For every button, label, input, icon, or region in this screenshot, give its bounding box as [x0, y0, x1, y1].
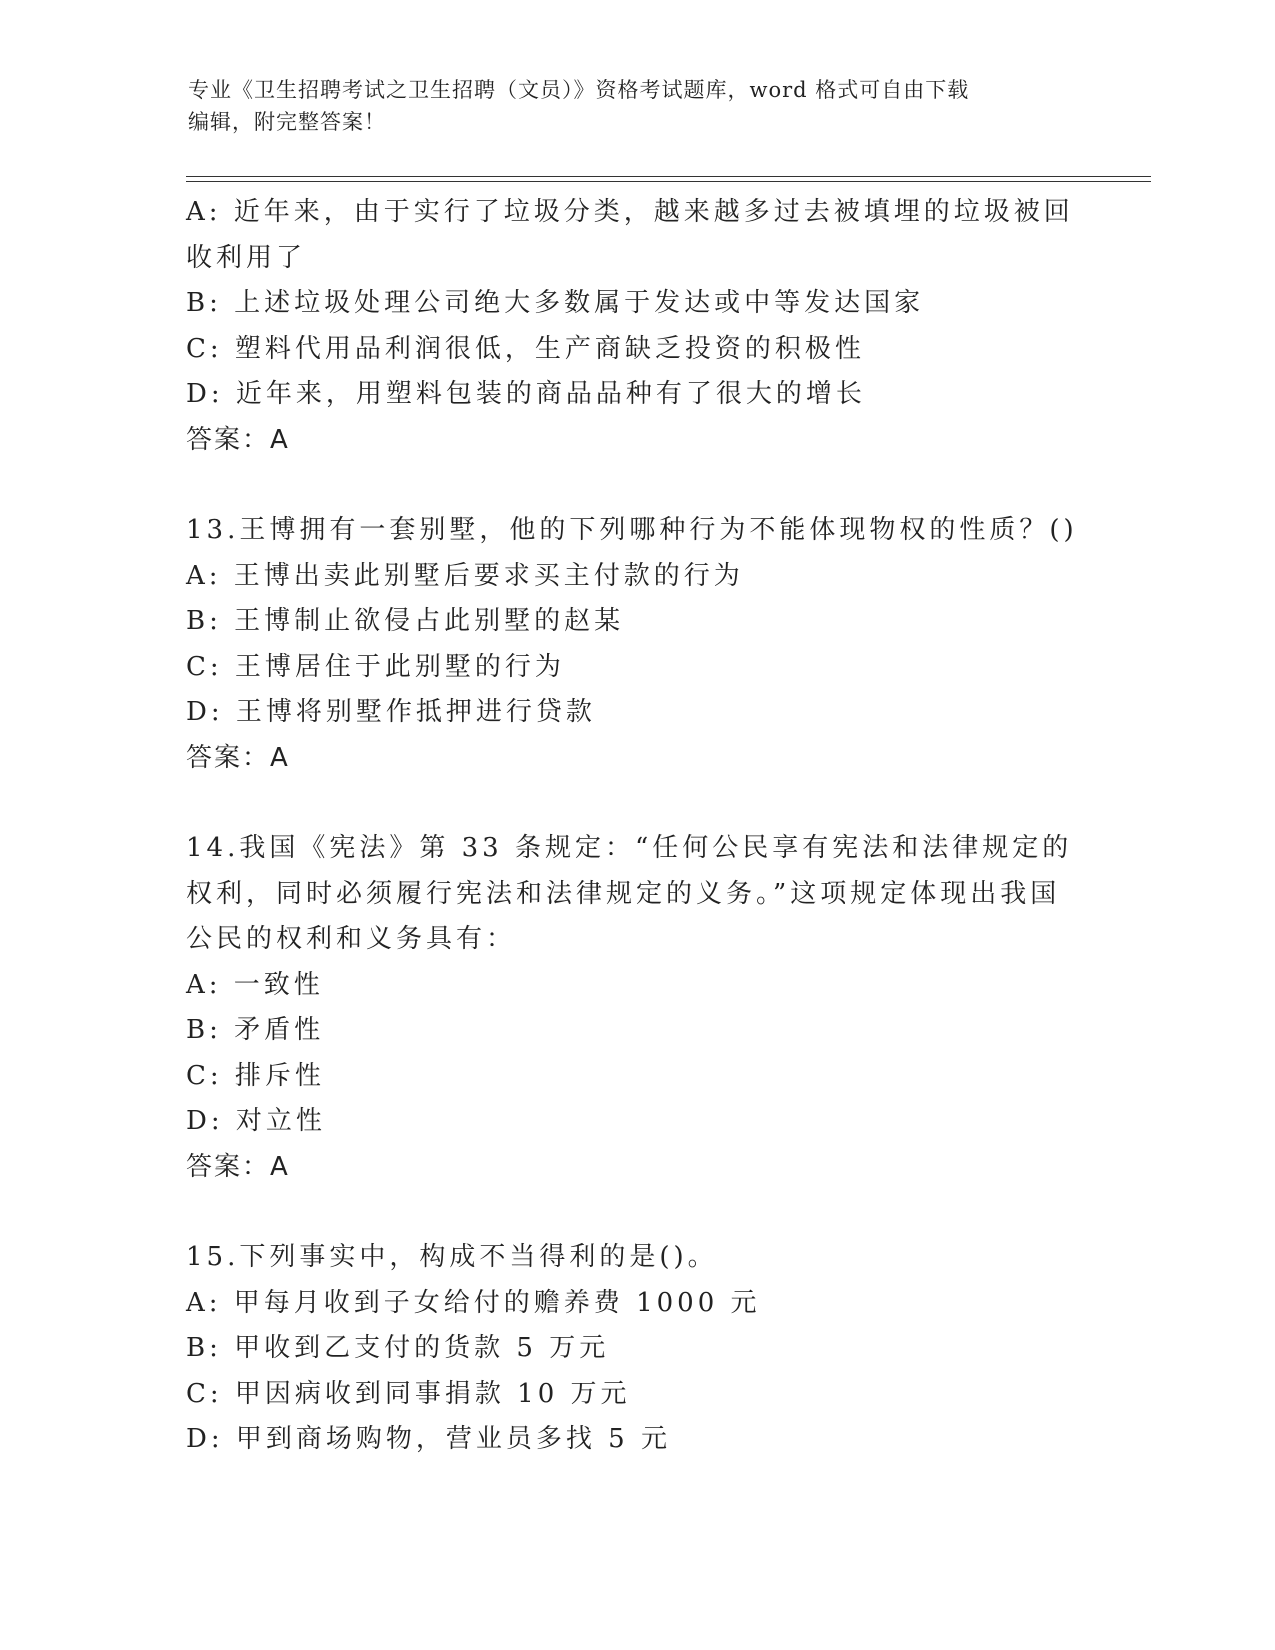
option-a: A: 一致性 [186, 969, 324, 1000]
answer: 答案：A [186, 424, 290, 455]
spacer [186, 463, 1086, 508]
option-c: C: 王博居住于此别墅的行为 [186, 651, 565, 682]
option-d: D: 甲到商场购物，营业员多找 5 元 [186, 1424, 671, 1454]
question-list [186, 190, 1086, 1463]
spacer [186, 781, 1086, 826]
header-line-2: 编辑，附完整答案！ [188, 110, 386, 134]
option-b: B: 矛盾性 [186, 1015, 325, 1045]
option-b: B: 甲收到乙支付的货款 5 万元 [186, 1333, 610, 1363]
option-b: B: 上述垃圾处理公司绝大多数属于发达或中等发达国家 [186, 288, 925, 318]
question-stem: 13.王博拥有一套别墅，他的下列哪种行为不能体现物权的性质？() [186, 515, 1078, 545]
question-stem: 15.下列事实中，构成不当得利的是()。 [186, 1242, 718, 1272]
option-c: C: 排斥性 [186, 1060, 325, 1091]
option-d: D: 对立性 [186, 1106, 326, 1136]
question-15 [186, 1235, 1086, 1463]
question-13 [186, 508, 1086, 781]
option-a: A: 王博出卖此别墅后要求买主付款的行为 [186, 560, 744, 591]
question-stem: 14.我国《宪法》第 33 条规定：“任何公民享有宪法和法律规定的权利，同时必须履行宪法和法律规定的义务。”这项规定体现出我国公民的权利和义务具有： [186, 833, 1073, 954]
spacer [186, 1190, 1086, 1235]
question-14 [186, 826, 1086, 1190]
option-a: A: 近年来，由于实行了垃圾分类，越来越多过去被填埋的垃圾被回收利用了 [186, 197, 1074, 273]
document-header [188, 74, 1088, 138]
option-d: D: 近年来，用塑料包装的商品品种有了很大的增长 [186, 379, 866, 409]
option-b: B: 王博制止欲侵占此别墅的赵某 [186, 606, 625, 636]
option-a: A: 甲每月收到子女给付的赡养费 1000 元 [186, 1287, 761, 1318]
option-c: C: 甲因病收到同事捐款 10 万元 [186, 1378, 631, 1409]
option-d: D: 王博将别墅作抵押进行贷款 [186, 697, 596, 727]
answer: 答案：A [186, 742, 290, 773]
question-12 [186, 190, 1086, 463]
header-rule-bottom [186, 181, 1151, 182]
answer: 答案：A [186, 1151, 290, 1182]
option-c: C: 塑料代用品利润很低，生产商缺乏投资的积极性 [186, 333, 865, 364]
header-rule-top [186, 176, 1151, 177]
header-line-1: 专业《卫生招聘考试之卫生招聘（文员）》资格考试题库，word 格式可自由下载 [188, 78, 970, 102]
